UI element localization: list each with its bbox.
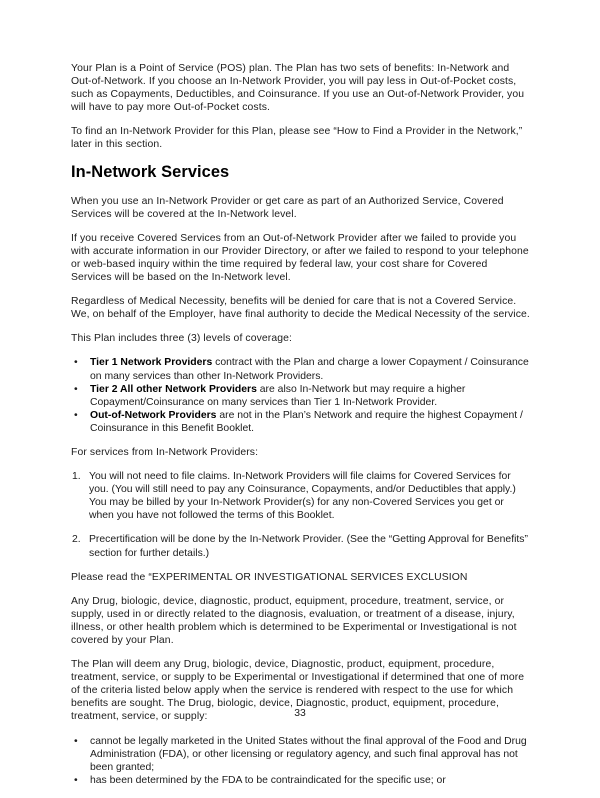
in-network-numbered-list — [71, 470, 531, 560]
coverage-level-term: Out-of-Network Providers — [90, 409, 217, 421]
experimental-paragraph-1: Any Drug, biologic, device, diagnostic, product, equipment, procedure, treatment, service, or supply, used in or directly related to the diagnosis, evaluation, or treatment of a disease, injury, illness, or other health problem which is determined to be Experimental or Investigational is not covered by your Plan. — [71, 595, 517, 646]
experimental-paragraph-2: The Plan will deem any Drug, biologic, device, Diagnostic, product, equipment, procedure, treatment, service, or supply to be Experimental or Investigational if determined that one of more of the criteria listed below apply when the service is rendered with respect to the use for which benefits are sought. The Drug, biologic, device, Diagnostic, product, equipment, procedure, treatment, service, or supply: — [71, 659, 525, 723]
list-number: 2. — [72, 534, 81, 546]
in-network-paragraph-1: When you use an In-Network Provider or get care as part of an Authorized Service, Covered Services will be covered at the In-Network level. — [71, 195, 504, 220]
list-number: 1. — [72, 471, 81, 483]
list-item — [73, 735, 531, 774]
coverage-level-term: Tier 1 Network Providers — [90, 357, 213, 369]
coverage-level-text: are also In-Network but may require a higher Copayment/Coinsurance on many services than Tier 1 In-Network Provider. — [90, 383, 466, 408]
list-item-text: You will not need to file claims. In-Network Providers will file claims for Covered Services for you. (You will still need to pay any Coinsurance, Copayments, and/or Deductibles that apply.) You may be billed by your In-Network Provider(s) for any non-Covered Services you get or when you have not followed the terms of this Booklet. — [89, 471, 516, 522]
bullet-icon: • — [74, 774, 78, 786]
list-item — [72, 533, 531, 559]
list-item-text: Precertification will be done by the In-Network Provider. (See the “Getting Approval for Benefits” section for further details.) — [89, 534, 528, 559]
in-network-paragraph-2: If you receive Covered Services from an Out-of-Network Provider after we failed to provide you with accurate information in our Provider Directory, or after we failed to respond to your telephone or web-based inquiry within the time required by federal law, your cost share for Covered Services will be based on the In-Network level. — [71, 232, 529, 284]
coverage-level-text: are not in the Plan’s Network and require the highest Copayment / Coinsurance in this Benefit Booklet. — [90, 409, 523, 434]
medical-necessity-paragraph: Regardless of Medical Necessity, benefits will be denied for care that is not a Covered Service. We, on behalf of the Employer, have final authority to decide the Medical Necessity of the service. — [71, 296, 530, 321]
list-item — [72, 470, 531, 522]
page-number: 33 — [294, 708, 306, 719]
experimental-criteria-list — [71, 735, 531, 787]
section-heading-in-network-services: In-Network Services — [71, 162, 230, 181]
in-network-services-intro: For services from In-Network Providers: — [71, 446, 259, 458]
list-item — [73, 383, 531, 409]
list-item — [73, 356, 531, 382]
please-read-exclusion-line: Please read the “EXPERIMENTAL OR INVESTIGATIONAL SERVICES EXCLUSION — [71, 571, 468, 583]
criteria-text: cannot be legally marketed in the United States without the final approval of the Food and Drug Administration (FDA), or other licensing or regulatory agency, and such final approval has not been granted; — [90, 735, 527, 773]
bullet-icon: • — [74, 357, 78, 369]
bullet-icon: • — [74, 409, 78, 421]
coverage-levels-list — [71, 356, 531, 435]
coverage-level-term: Tier 2 All other Network Providers — [90, 383, 257, 395]
list-item — [73, 409, 531, 435]
intro-paragraph-2: To find an In-Network Provider for this Plan, please see “How to Find a Provider in the Network,” later in this section. — [71, 126, 523, 151]
page-content — [71, 62, 531, 798]
bullet-icon: • — [74, 383, 78, 395]
coverage-level-text: contract with the Plan and charge a lower Copayment / Coinsurance on many services than other In-Network Providers. — [90, 357, 529, 382]
criteria-text: has been determined by the FDA to be contraindicated for the specific use; or — [90, 774, 446, 786]
coverage-levels-intro: This Plan includes three (3) levels of coverage: — [71, 333, 292, 345]
intro-paragraph-1: Your Plan is a Point of Service (POS) plan. The Plan has two sets of benefits: In-Network and Out-of-Network. If you choose an In-Network Provider, you will pay less in Out-of-Pocket costs, such as Copayments, Deductibles, and Coinsurance. If you use an Out-of-Network Provider, you will have to pay more Out-of-Pocket costs. — [71, 63, 525, 114]
bullet-icon: • — [74, 735, 78, 747]
